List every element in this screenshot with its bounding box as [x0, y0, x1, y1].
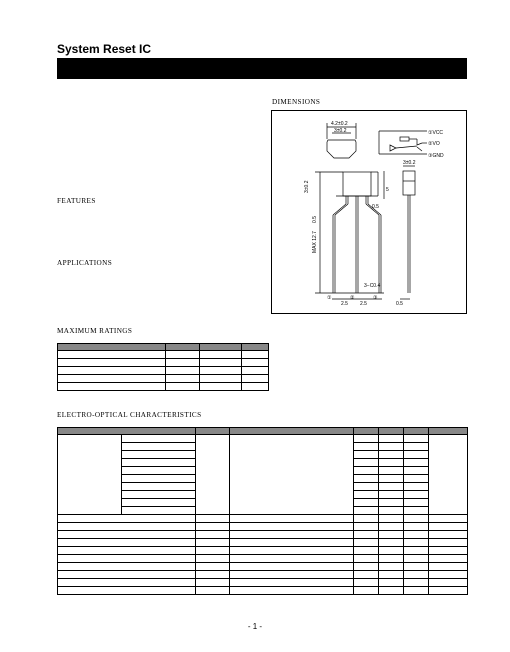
max-ratings-table: [57, 343, 269, 391]
table-row: [58, 539, 468, 547]
table-row: [58, 587, 468, 595]
table-row: [58, 351, 269, 359]
pin2-label: ②: [350, 295, 355, 301]
dim-top-outer: 4.2±0.2: [331, 121, 348, 127]
dim-body-height: 5: [386, 187, 389, 193]
page-number: - 1 -: [247, 622, 263, 631]
table-row: [58, 547, 468, 555]
table-row: [58, 515, 468, 523]
table-row: [58, 555, 468, 563]
dim-height-side: 3±0.2: [304, 180, 310, 193]
table-header-row: [58, 344, 269, 351]
table-row: [58, 523, 468, 531]
table-row: [58, 375, 269, 383]
table-row: [58, 571, 468, 579]
pin-vo-label: ②VO: [428, 141, 440, 147]
package-outline-diagram: [272, 111, 468, 315]
dim-pitch1: 2.5: [341, 301, 348, 307]
electro-optical-table: [57, 427, 468, 595]
pin-gnd-label: ③GND: [428, 153, 444, 159]
pin3-label: ③: [373, 295, 378, 301]
table-row: [58, 367, 269, 375]
pin-vcc-label: ①VCC: [428, 130, 444, 136]
table-row: [58, 359, 269, 367]
pin1-label: ①: [327, 295, 332, 301]
table-row: [58, 531, 468, 539]
table-row: [58, 435, 468, 443]
table-row: [58, 383, 269, 391]
applications-heading: APPLICATIONS: [57, 259, 113, 267]
dim-top-inner: 3±0.2: [334, 128, 347, 134]
table-row: [58, 579, 468, 587]
dim-side-width: 3±0.2: [403, 160, 416, 166]
electro-optical-heading: ELECTRO-OPTICAL CHARACTERISTICS: [57, 411, 202, 419]
dim-lead-dia: 3−C0.4: [364, 283, 381, 289]
table-header-row: [58, 428, 468, 435]
page-title: System Reset IC: [57, 42, 152, 56]
title-banner: [57, 58, 467, 79]
table-row: [58, 563, 468, 571]
features-heading: FEATURES: [57, 197, 96, 205]
dimensions-drawing: [271, 110, 467, 314]
dim-side-lead: 0.5: [396, 301, 403, 307]
dimensions-heading: DIMENSIONS: [272, 98, 321, 106]
dim-pitch2: 2.5: [360, 301, 367, 307]
max-ratings-heading: MAXIMUM RATINGS: [57, 327, 133, 335]
dim-lead-w2: 0.5: [372, 204, 379, 210]
dim-lead-w1: 0.5: [312, 216, 318, 223]
dim-lead-length: MAX 12.7: [312, 231, 318, 253]
